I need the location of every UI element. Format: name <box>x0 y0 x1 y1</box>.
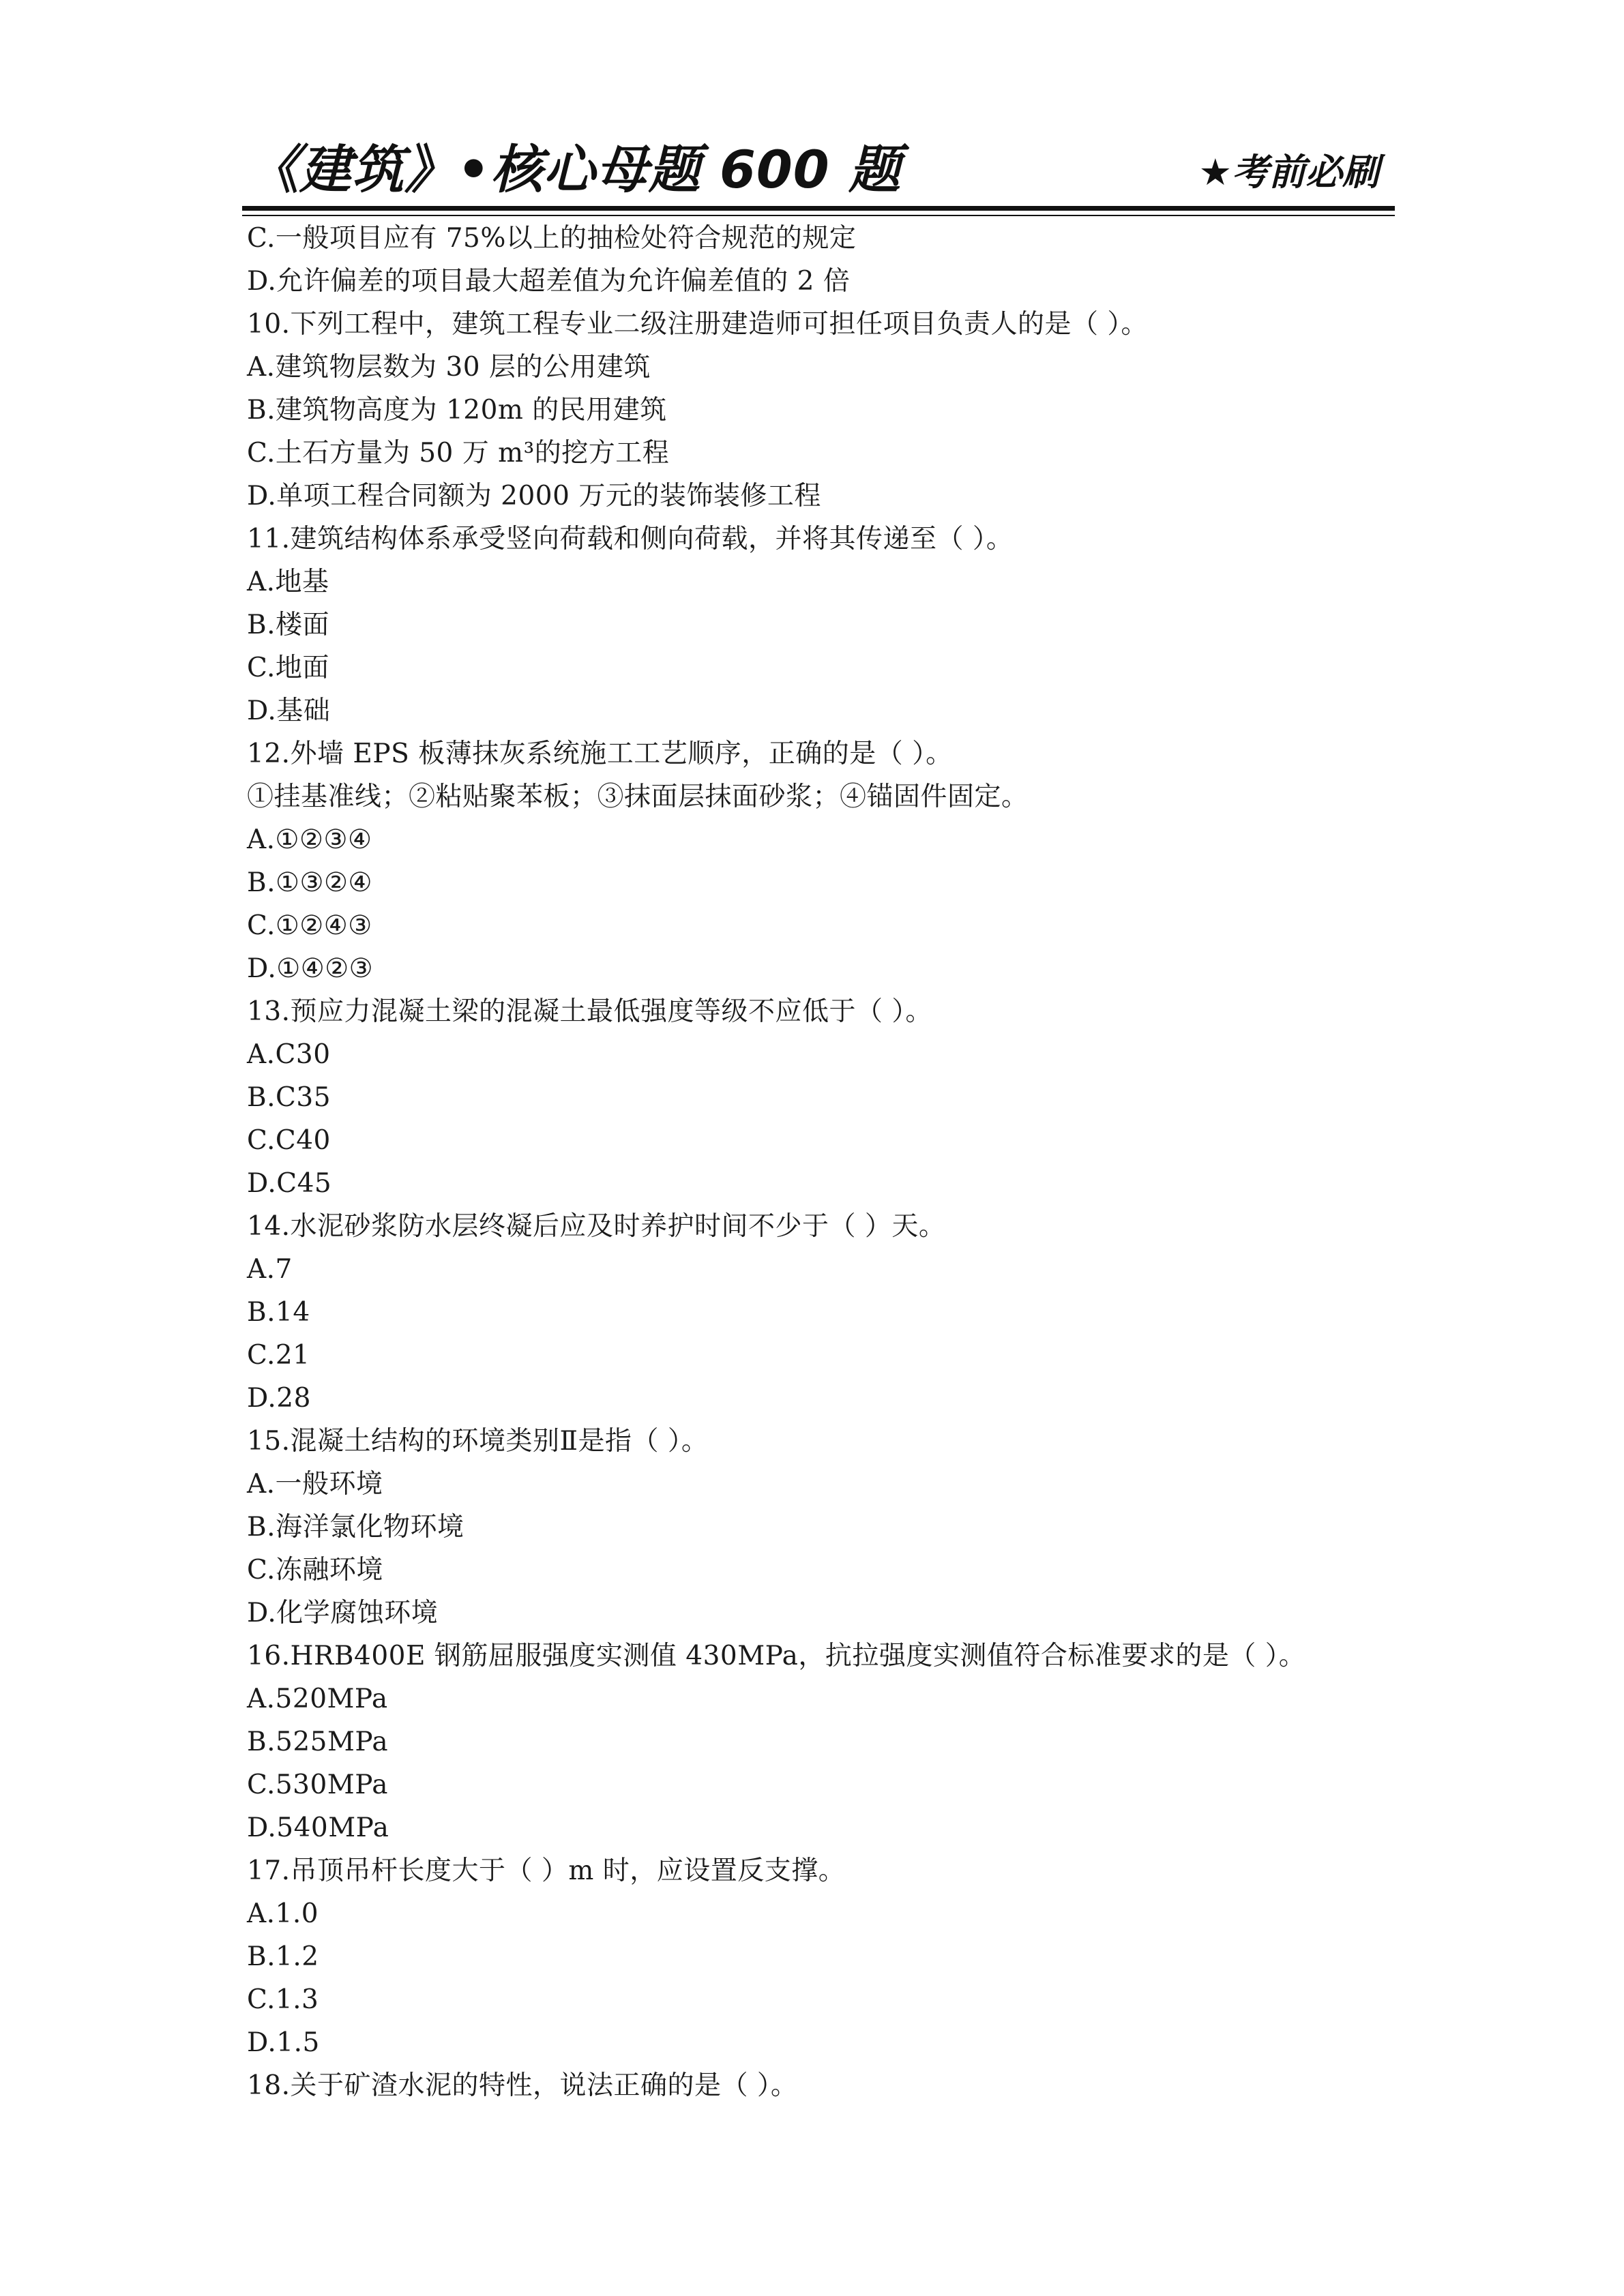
option-line: A.一般环境 <box>247 1469 383 1500</box>
option-line: D.单项工程合同额为 2000 万元的装饰装修工程 <box>247 481 821 511</box>
question-stem: 16.HRB400E 钢筋屈服强度实测值 430MPa，抗拉强度实测值符合标准要求的是（ ）。 <box>247 1641 1306 1671</box>
option-line: A.C30 <box>247 1039 331 1070</box>
header-title: 《建筑》•核心母题 600 题 <box>247 139 902 200</box>
option-line: D.540MPa <box>247 1813 389 1843</box>
question-stem: 17.吊顶吊杆长度大于（ ）m 时，应设置反支撑。 <box>247 1855 846 1886</box>
question-content <box>247 217 1393 2107</box>
option-line: D.1.5 <box>247 2027 320 2058</box>
option-line: D.基础 <box>247 696 331 726</box>
option-line: C.①②④③ <box>247 910 372 941</box>
question-stem: 13.预应力混凝土梁的混凝土最低强度等级不应低于（ ）。 <box>247 996 932 1027</box>
option-line: B.525MPa <box>247 1727 389 1757</box>
question-stem: 10.下列工程中，建筑工程专业二级注册建造师可担任项目负责人的是（ ）。 <box>247 309 1148 340</box>
question-stem: 12.外墙 EPS 板薄抹灰系统施工工艺顺序，正确的是（ ）。 <box>247 739 953 769</box>
option-line: B.14 <box>247 1297 310 1328</box>
option-line: A.1.0 <box>247 1898 319 1929</box>
question-stem: 11.建筑结构体系承受竖向荷载和侧向荷载，并将其传递至（ ）。 <box>247 524 1014 554</box>
question-stem: 14.水泥砂浆防水层终凝后应及时养护时间不少于（ ）天。 <box>247 1211 946 1242</box>
question-stem: 18.关于矿渣水泥的特性，说法正确的是（ ）。 <box>247 2070 798 2101</box>
option-line: C.地面 <box>247 653 329 683</box>
header-rule-thick <box>242 206 1395 211</box>
option-line: A.520MPa <box>247 1684 388 1714</box>
option-line: C.C40 <box>247 1125 331 1156</box>
option-line: D.化学腐蚀环境 <box>247 1598 439 1628</box>
header-tag: ★考前必刷 <box>1198 151 1379 194</box>
option-line: A.地基 <box>247 567 329 597</box>
option-line: B.建筑物高度为 120m 的民用建筑 <box>247 395 667 426</box>
option-line: C.1.3 <box>247 1984 319 2015</box>
option-line: A.7 <box>247 1254 293 1285</box>
question-stem: 15.混凝土结构的环境类别Ⅱ是指（ ）。 <box>247 1426 709 1457</box>
option-line: D.C45 <box>247 1168 332 1199</box>
option-line: C.土石方量为 50 万 m³的挖方工程 <box>247 438 670 468</box>
page-header <box>247 121 1393 203</box>
option-line: B.1.2 <box>247 1941 319 1972</box>
option-line: D.①④②③ <box>247 953 374 984</box>
option-line: B.楼面 <box>247 610 330 640</box>
option-line: B.C35 <box>247 1082 331 1113</box>
question-note: ①挂基准线；②粘贴聚苯板；③抹面层抹面砂浆；④锚固件固定。 <box>247 781 1029 812</box>
option-line: A.建筑物层数为 30 层的公用建筑 <box>247 352 651 383</box>
option-line: C.21 <box>247 1340 310 1371</box>
option-line: B.海洋氯化物环境 <box>247 1512 464 1542</box>
text-line: C.一般项目应有 75%以上的抽检处符合规范的规定 <box>247 223 857 254</box>
option-line: C.冻融环境 <box>247 1555 383 1585</box>
option-line: C.530MPa <box>247 1770 388 1800</box>
header-rule-thin <box>242 215 1395 216</box>
option-line: B.①③②④ <box>247 867 372 898</box>
option-line: D.28 <box>247 1383 311 1414</box>
option-line: A.①②③④ <box>247 824 372 855</box>
text-line: D.允许偏差的项目最大超差值为允许偏差值的 2 倍 <box>247 266 851 297</box>
